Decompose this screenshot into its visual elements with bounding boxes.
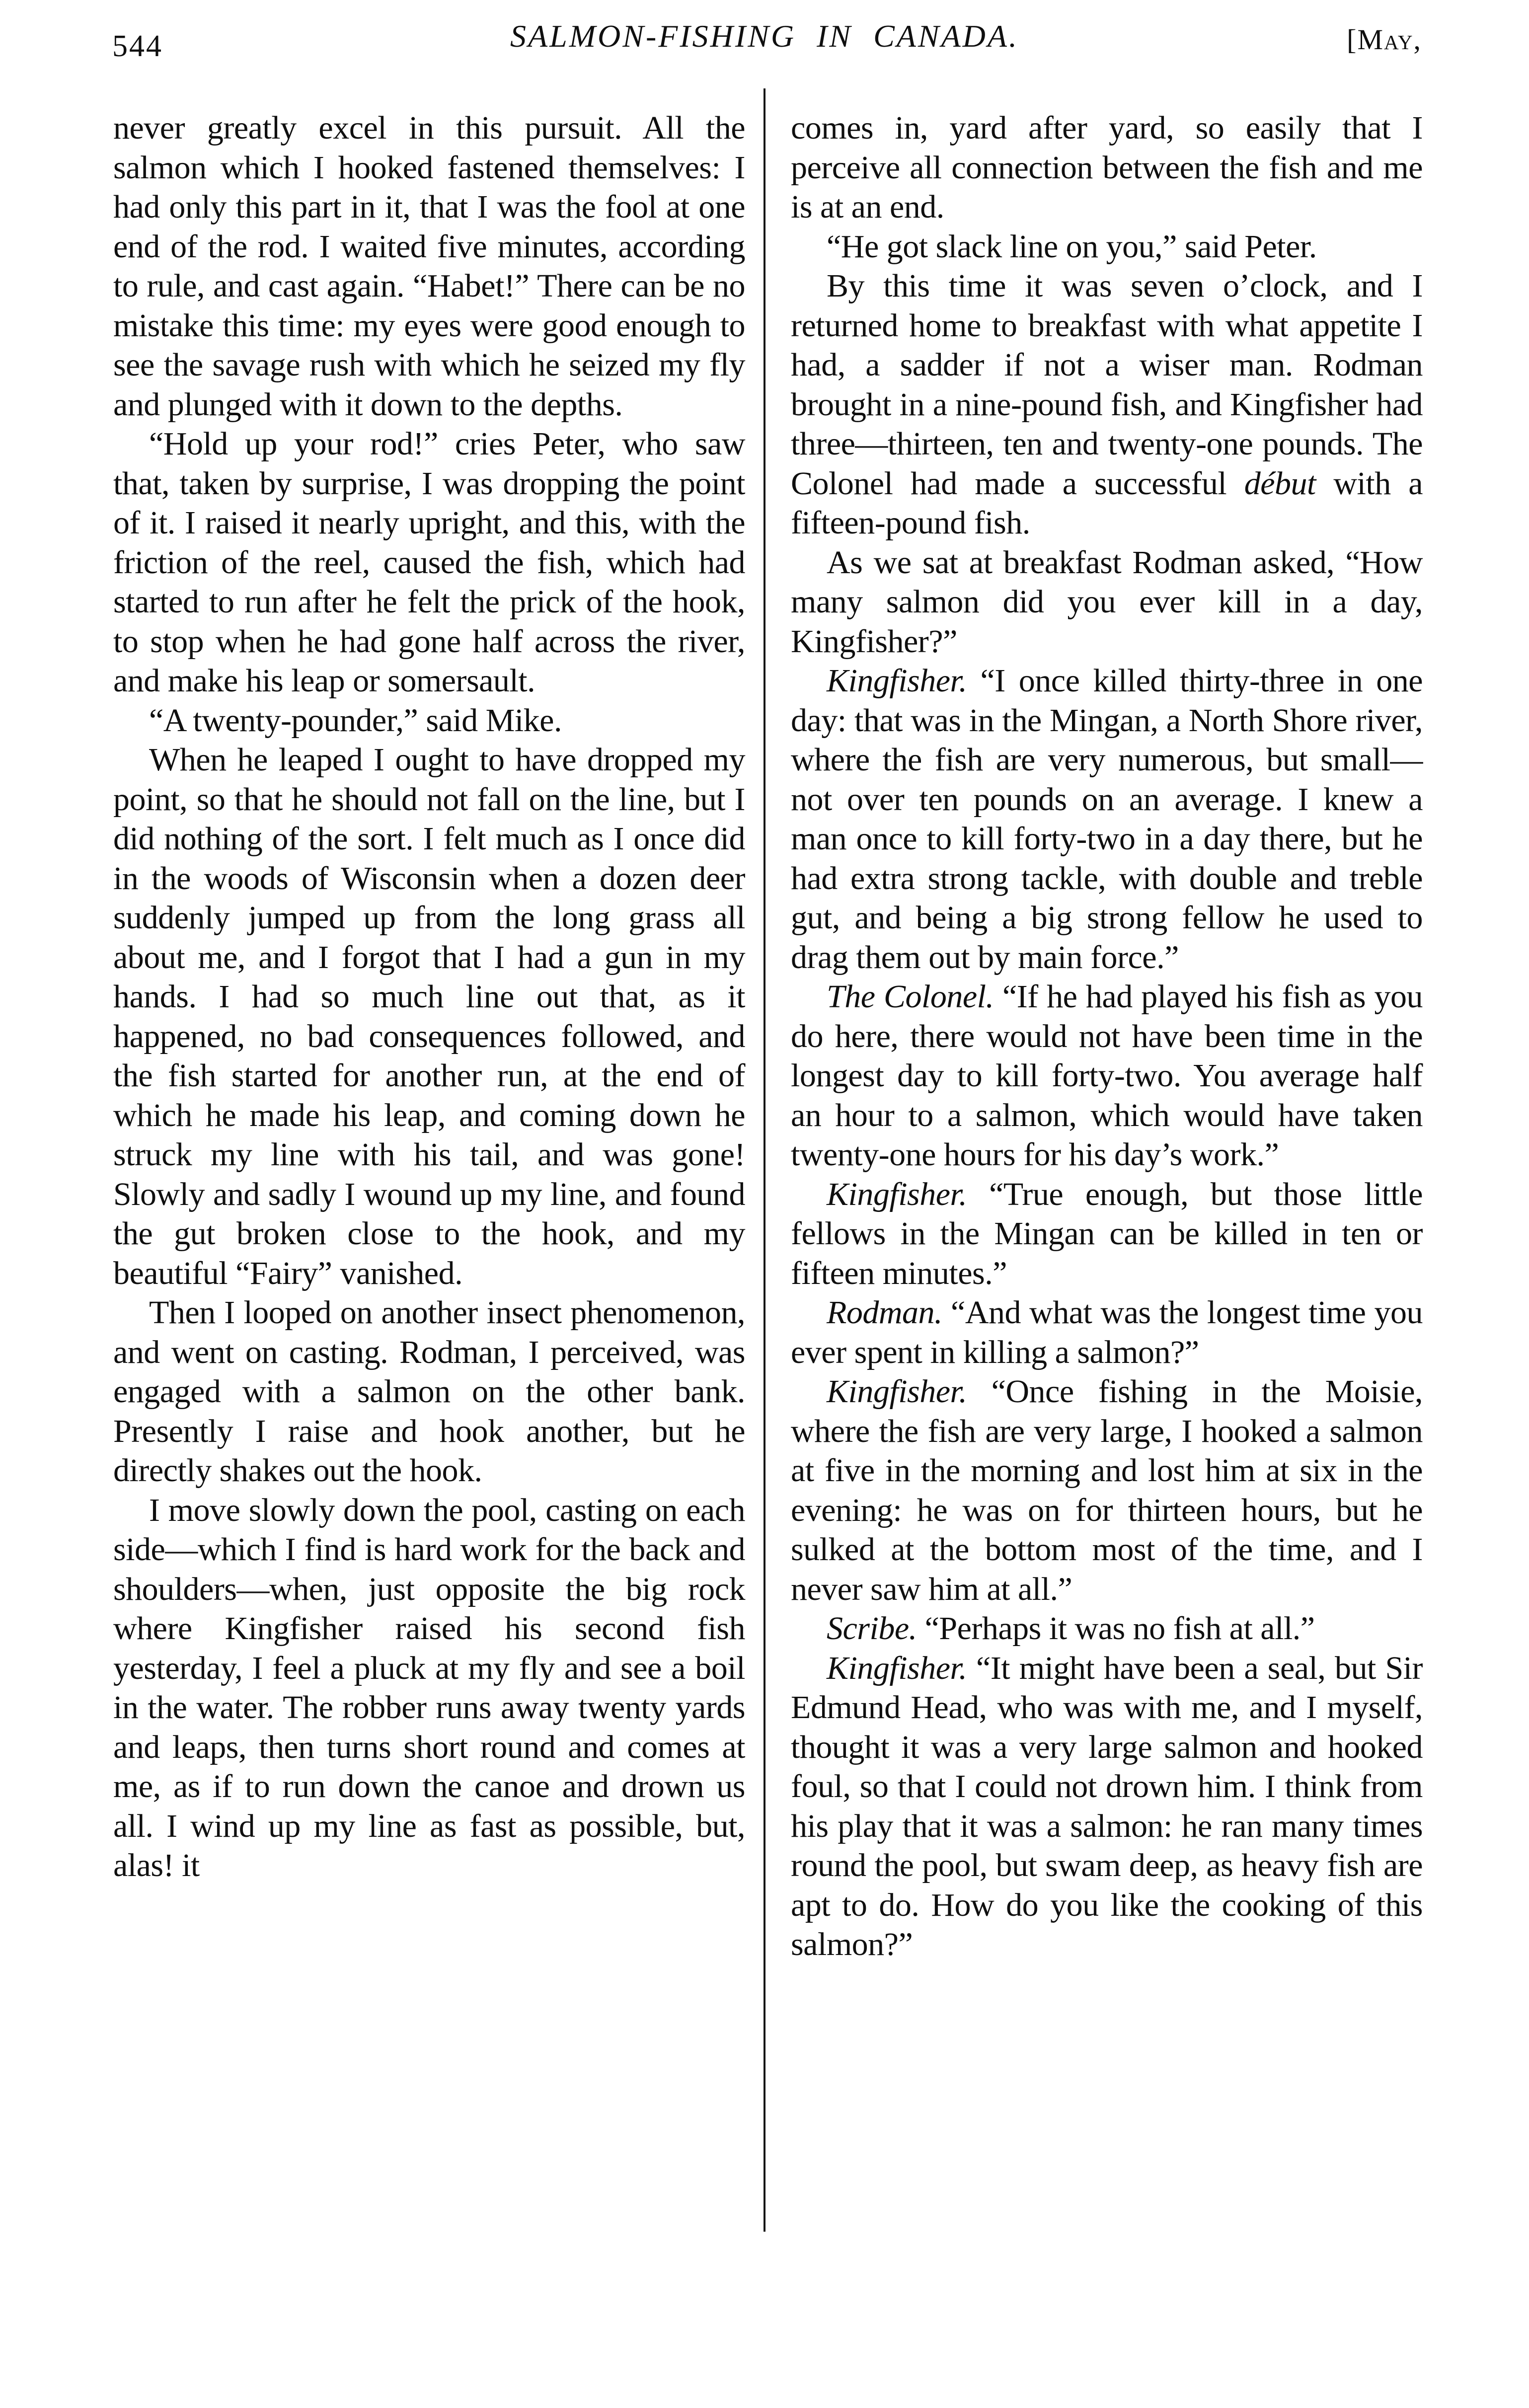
text-segment: never greatly excel in this pursuit. All the salmon which I hooked fastened themselves: I had only this part in it, that I was the fool at one end of the rod. I waited five minutes, according to rule, and cast again. “Habet!” There can be no mistake this time: my eyes were good enough to see the savage rush with which he seized my fly and plunged with it down to the depths.: [113, 110, 745, 423]
italic-text-segment: Scribe.: [827, 1610, 917, 1647]
text-segment: “Perhaps it was no fish at all.”: [917, 1610, 1315, 1647]
paragraph: [791, 661, 1423, 977]
text-segment: “A twenty-pounder,” said Mike.: [149, 702, 562, 739]
column-divider: [764, 88, 765, 2232]
paragraph: [791, 1293, 1423, 1372]
paragraph: [791, 266, 1423, 543]
paragraph: [791, 1372, 1423, 1609]
left-column: [113, 108, 745, 1885]
text-segment: “Once fishing in the Moisie, where the fish are very large, I hooked a salmon at five in the morning and lost him at six in the evening: he was on for thirteen hours, but he sulked at the bottom most of the time, and I never saw him at all.”: [791, 1373, 1423, 1607]
issue-date-marker: [May,: [1347, 23, 1422, 56]
text-segment: I move slowly down the pool, casting on each side—which I find is hard work for the back and shoulders—when, just opposite the big rock where Kingfisher raised his second fish yesterday, I feel a pluck at my fly and see a boil in the water. The robber runs away twenty yards and leaps, then turns short round and comes at me, as if to run down the canoe and drown us all. I wind up my line as fast as possible, but, alas! it: [113, 1492, 745, 1883]
italic-text-segment: Kingfisher.: [827, 1176, 967, 1212]
paragraph: [113, 424, 745, 701]
text-segment: Then I looped on another insect phenomenon, and went on casting. Rodman, I perceived, was engaged with a salmon on the other bank. Presently I raise and hook another, but he directly shakes out the hook.: [113, 1294, 745, 1489]
text-segment: When he leaped I ought to have dropped my point, so that he should not fall on the line, but I did nothing of the sort. I felt much as I once did in the woods of Wisconsin when a dozen deer suddenly jumped up from the long grass all about me, and I forgot that I had a gun in my hands. I had so much line out that, as it happened, no bad consequences followed, and the fish started for another run, at the end of which he made his leap, and coming down he struck my line with his tail, and was gone! Slowly and sadly I wound up my line, and found the gut broken close to the hook, and my beautiful “Fairy” vanished.: [113, 742, 745, 1291]
text-segment: “He got slack line on you,” said Peter.: [827, 228, 1317, 265]
text-segment: comes in, yard after yard, so easily that I perceive all connection between the fish and me is at an end.: [791, 110, 1423, 225]
text-segment: As we sat at breakfast Rodman asked, “How many salmon did you ever kill in a day, Kingfisher?”: [791, 544, 1423, 660]
paragraph: [113, 740, 745, 1293]
text-segment: “It might have been a seal, but Sir Edmund Head, who was with me, and I myself, thought it was a very large salmon and hooked foul, so that I could not drown him. I think from his play that it was a salmon: he ran many times round the pool, but swam deep, as heavy fish are apt to do. How do you like the cooking of this salmon?”: [791, 1650, 1423, 1962]
italic-text-segment: Kingfisher.: [827, 663, 967, 699]
paragraph: [791, 227, 1423, 267]
right-column: [791, 108, 1423, 1964]
italic-text-segment: Kingfisher.: [827, 1373, 967, 1410]
paragraph: [113, 701, 745, 741]
paragraph: [791, 977, 1423, 1175]
text-segment: “If he had played his fish as you do here, there would not have been time in the longest day to kill forty-two. You average half an hour to a salmon, which would have taken twenty-one hours for his day’s work.”: [791, 978, 1423, 1173]
paragraph: [113, 1293, 745, 1491]
italic-text-segment: Kingfisher.: [827, 1650, 967, 1686]
text-segment: with a fifteen-pound fish.: [791, 465, 1423, 541]
paragraph: [113, 108, 745, 424]
italic-text-segment: Rodman.: [827, 1294, 942, 1331]
paragraph: [791, 1175, 1423, 1293]
page-number: 544: [112, 29, 163, 63]
paragraph: [791, 543, 1423, 662]
paragraph: [791, 108, 1423, 227]
text-segment: “True enough, but those little fellows in the Mingan can be killed in ten or fifteen minutes.”: [791, 1176, 1423, 1291]
italic-text-segment: The Colonel.: [827, 978, 994, 1015]
text-segment: By this time it was seven o’clock, and I returned home to breakfast with what appetite I had, a sadder if not a wiser man. Rodman brought in a nine-pound fish, and Kingfisher had three—thirteen, ten and twenty-one pounds. The Colonel had made a successful: [791, 268, 1423, 502]
text-segment: “I once killed thirty-three in one day: that was in the Mingan, a North Shore river, where the fish are very numerous, but small—not over ten pounds on an average. I knew a man once to kill forty-two in a day there, but he had extra strong tackle, with double and treble gut, and being a big strong fellow he used to drag them out by main force.”: [791, 663, 1423, 976]
paragraph: [791, 1649, 1423, 1964]
italic-text-segment: début: [1244, 465, 1316, 502]
paragraph: [791, 1609, 1423, 1649]
text-segment: “And what was the longest time you ever spent in killing a salmon?”: [791, 1294, 1423, 1370]
text-segment: “Hold up your rod!” cries Peter, who saw that, taken by surprise, I was dropping the point of it. I raised it nearly upright, and this, with the friction of the reel, caused the fish, which had started to run after he felt the prick of the hook, to stop when he had gone half across the river, and make his leap or somersault.: [113, 426, 745, 699]
running-header-title: SALMON-FISHING IN CANADA.: [510, 18, 1019, 54]
paragraph: [113, 1491, 745, 1885]
